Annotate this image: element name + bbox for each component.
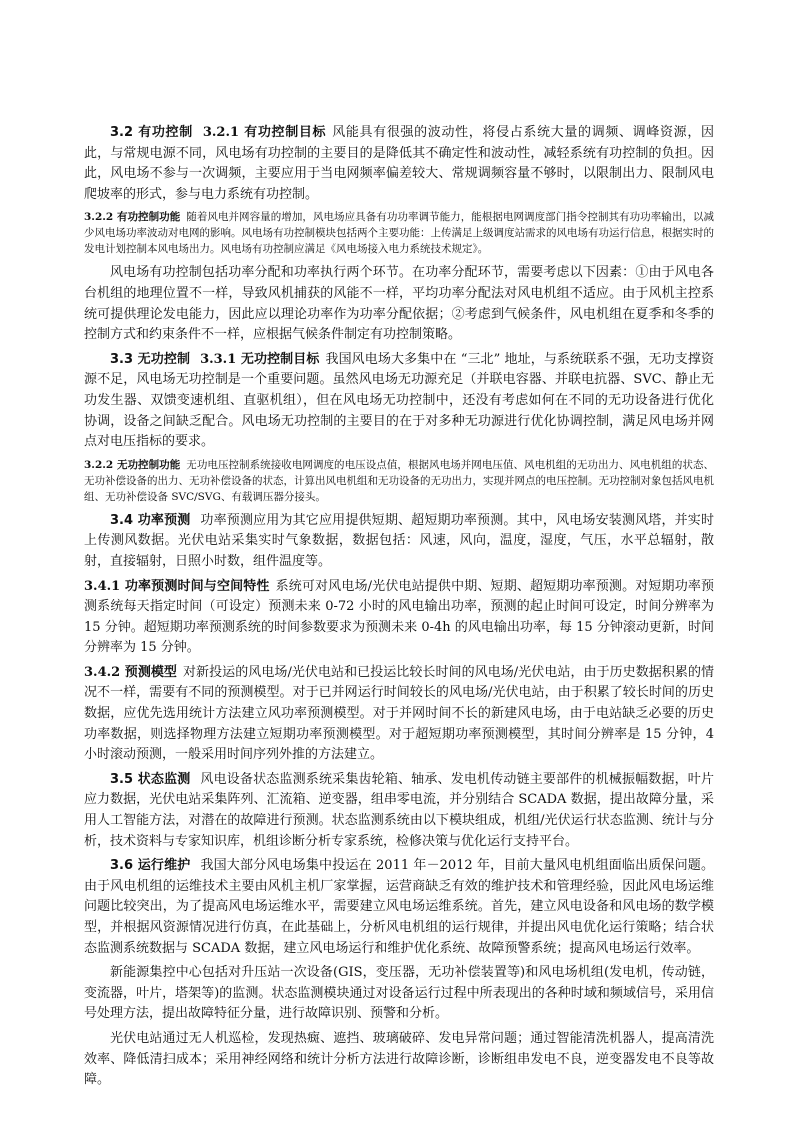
- paragraph-text: 风电场有功控制包括功率分配和功率执行两个环节。在功率分配环节，需要考虑以下因素：①由于风电各台机组的地理位置不一样，导致风机捕获的风能不一样，平均功率分配法对风电机组不适应。由于风机主控系统可提供理论发电能力，因此应以理论功率作为功率分配依据；②考虑到气候条件，风电机组在夏季和冬季的控制方式和约束条件不一样，应根据气候条件制定有功控制策略。: [84, 265, 714, 343]
- section-heading: 3.5 状态监测: [110, 771, 191, 787]
- paragraph-text: 风电设备状态监测系统采集齿轮箱、轴承、发电机传动链主要部件的机械振幅数据，叶片应力数据，光伏电站采集阵列、汇流箱、逆变器，组串零电流，并分别结合 SCADA 数据，提出故障分量，采用人工智能方法，对潜在的故障进行预测。状态监测系统由以下模块组成，机组/光伏运行状态监测、统计与分析，技术资料与专家知识库，机组诊断分析专家系统，检修决策与优化运行支持平台。: [84, 771, 714, 849]
- section-3-6-paragraph-2: [84, 963, 714, 1025]
- paragraph-text: 我国大部分风电场集中投运在 2011 年－2012 年，目前大量风电机组面临出质保问题。由于风电机组的运维技术主要由风机主机厂家掌握，运营商缺乏有效的维护技术和管理经验，因此风电场运维问题比较突出，为了提高风电场运维水平，需要建立风电场运维系统。首先，建立风电设备和风电场的数学模型，并根据风资源情况进行仿真，在此基础上，分析风电机组的运行规律，并提出风电优化运行策略；结合状态监测系统数据与 SCADA 数据，建立风电场运行和维护优化系统、故障预警系统；提高风电场运行效率。: [84, 858, 714, 956]
- paragraph-text: 我国风电场大多集中在 “三北” 地址，与系统联系不强，无功支撑资源不足，风电场无功控制是一个重要问题。虽然风电场无功源充足（并联电容器、并联电抗器、SVC、静止无功发生器、双馈变速机组、直驱机组），但在风电场无功控制中，还没有考虑如何在不同的无功设备进行优化协调，设备之间缺乏配合。风电场无功控制的主要目的在于对多种无功源进行优化协调控制，满足风电场并网点对电压指标的要求。: [84, 351, 715, 450]
- subsection-title: 3.4.2 预测模型: [84, 664, 177, 680]
- paragraph-text: 功率预测应用为其它应用提供短期、超短期功率预测。其中，风电场安装测风塔，并实时上传测风数据。光伏电站采集实时气象数据，数据包括：风速，风向，温度，湿度，气压，水平总辐射，散射，直接辐射，日照小时数，组件温度等。: [84, 512, 714, 569]
- section-3-3-2-paragraph: [84, 457, 714, 505]
- section-3-5-paragraph: [84, 770, 714, 852]
- paragraph-text: 无功电压控制系统接收电网调度的电压设点值，根据风电场并网电压值、风电机组的无功出力、风电机组的状态、无功补偿设备的出力、无功补偿设备的状态，计算出风电机组和无功设备的无功出力，实现并网点的电压控制。无功控制对象包括风电机组、无功补偿设备 SVC/SVG、有载调压器分接头。: [84, 458, 714, 503]
- paragraph-text: 系统可对风电场/光伏电站提供中期、短期、超短期功率预测。对短期功率预测系统每天指定时间（可设定）预测未来 0-72 小时的风电输出功率，预测的起止时间可设定，时间分辨率为 15 分钟。超短期功率预测系统的时间参数要求为预测未来 0-4h 的风电输出功率，每 15 分钟滚动更新，时间分辨率为 15 分钟。: [84, 578, 714, 656]
- section-heading: 3.6 运行维护: [110, 858, 191, 874]
- subsection-title: 3.4.1 功率预测时间与空间特性: [84, 578, 270, 594]
- paragraph-text: 光伏电站通过无人机巡检，发现热癍、遮挡、玻璃破碎、发电异常问题；通过智能清洗机器人，提高清洗效率、降低清扫成本；采用神经网络和统计分析方法进行故障诊断，诊断组串发电不良，逆变器发电不良等故障。: [84, 1030, 714, 1088]
- paragraph-text: 对新投运的风电场/光伏电站和已投运比较长时间的风电场/光伏电站，由于历史数据积累的情况不一样，需要有不同的预测模型。对于已并网运行时间较长的风电场/光伏电站，由于积累了较长时间的历史数据，应优先选用统计方法建立风功率预测模型。对于并网时间不长的新建风电场，由于电站缺乏必要的历史功率数据，则选择物理方法建立短期功率预测模型。对于超短期功率预测模型，其时间分辨率是 15 分钟，4 小时滚动预测，一般采用时间序列外推的方法建立。: [84, 664, 715, 763]
- section-3-6-paragraph-3: [84, 1029, 714, 1091]
- section-heading: 3.4 功率预测: [110, 512, 191, 528]
- subsection-title: 3.2.2 有功控制功能: [84, 211, 181, 224]
- section-3-6-paragraph: [84, 856, 714, 959]
- section-3-4-paragraph: [84, 511, 714, 573]
- subsection-title: 3.3.1 无功控制目标: [200, 351, 320, 367]
- paragraph-text: 风能具有很强的波动性，将侵占系统大量的调频、调峰资源，因此，与常规电源不同，风电场有功控制的主要目的是降低其不确定性和波动性，减轻系统有功控制的负担。因此，风电场不参与一次调频，主要应用于当电网频率偏差较大、常规调频容量不够时，以限制出力、限制风电爬坡率的形式，参与电力系统有功控制。: [84, 125, 714, 202]
- subsection-title: 3.2.1 有功控制目标: [202, 125, 327, 140]
- section-3-3-paragraph: [84, 350, 714, 453]
- paragraph-text: 随着风电并网容量的增加，风电场应具备有功功率调节能力，能根据电网调度部门指令控制其有功功率输出，以减少风电场功率波动对电网的影响。风电场有功控制模块包括两个主要功能：上传满足上级调度站需求的风电场有功运行信息，根据实时的发电计划控制本风电场出力。风电场有功控制应满足《风电场接入电力系统技术规定》。: [84, 211, 714, 256]
- subsection-title: 3.2.2 无功控制功能: [84, 458, 181, 471]
- section-3-4-2-paragraph: [84, 663, 714, 766]
- section-heading: 3.3 无功控制: [110, 351, 191, 367]
- paragraph-text: 新能源集控中心包括对升压站一次设备(GIS，变压器，无功补偿装置等)和风电场机组(发电机，传动链，变流器，叶片，塔架等)的监测。状态监测模块通过对设备运行过程中所表现出的各种时域和频域信号，采用信号处理方法，提出故障特征分量，进行故障识别、预警和分析。: [84, 965, 714, 1022]
- document-body: [84, 123, 714, 1095]
- section-3-2-paragraph: [84, 123, 714, 205]
- section-heading: 3.2 有功控制: [110, 125, 193, 140]
- section-3-2-2-paragraph: [84, 209, 714, 257]
- section-3-2-paragraph-3: [84, 263, 714, 345]
- section-3-4-1-paragraph: [84, 577, 714, 659]
